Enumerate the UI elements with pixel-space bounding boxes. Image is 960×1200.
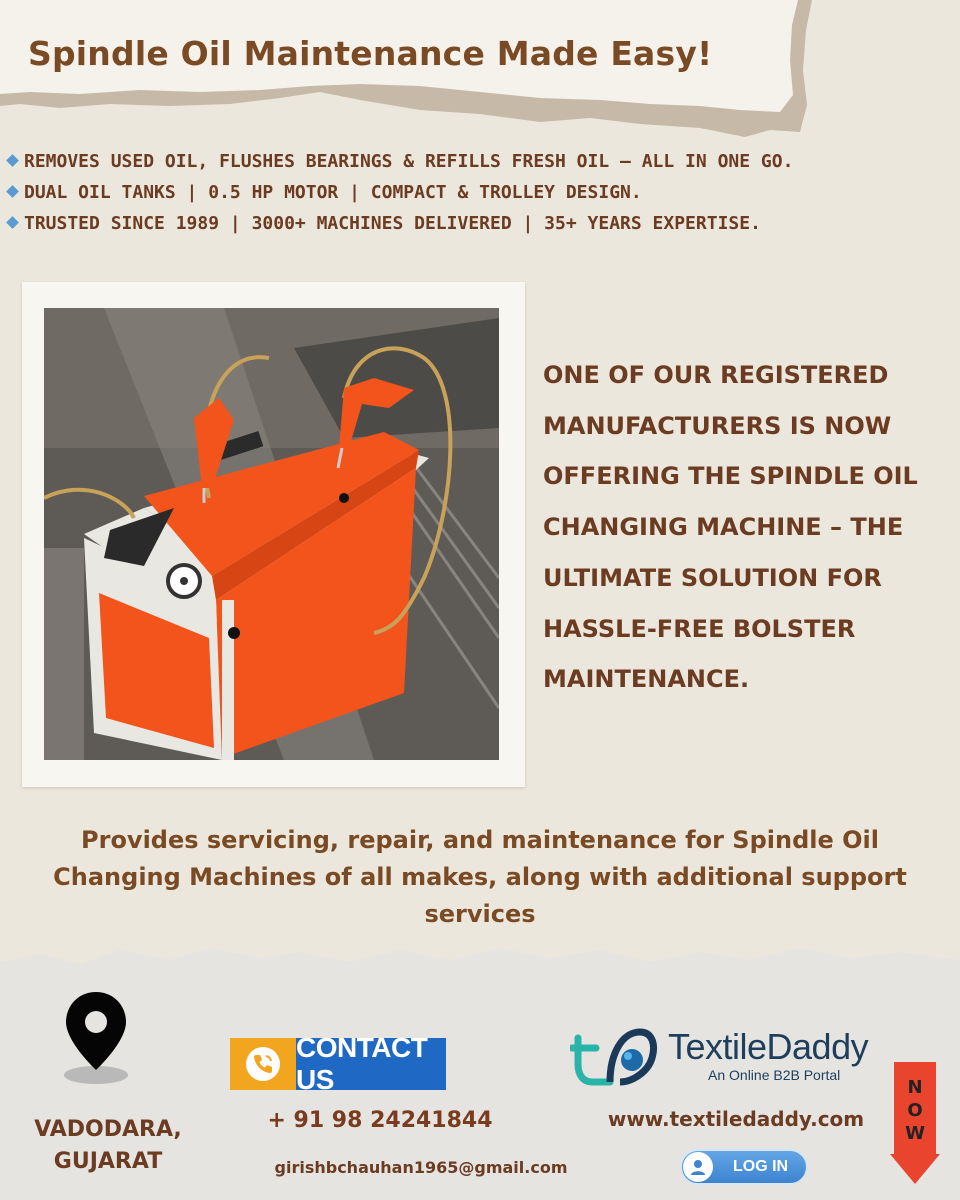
phone-number[interactable]: + 91 98 24241844 bbox=[267, 1108, 493, 1133]
contact-us-button[interactable] bbox=[230, 1032, 446, 1095]
location-pin-icon bbox=[60, 990, 132, 1090]
brand-tagline: An Online B2B Portal bbox=[708, 1067, 841, 1083]
brand-name: TextileDaddy bbox=[668, 1026, 869, 1067]
diamond-bullet-icon bbox=[6, 216, 19, 229]
feature-item bbox=[6, 183, 956, 203]
website-link[interactable]: www.textiledaddy.com bbox=[607, 1107, 865, 1131]
feature-text: TRUSTED SINCE 1989 | 3000+ MACHINES DELIVERED | 35+ YEARS EXPERTISE. bbox=[24, 213, 761, 234]
contact-phone-box bbox=[230, 1038, 296, 1090]
feature-list bbox=[6, 152, 956, 245]
login-label: LOG IN bbox=[733, 1158, 789, 1175]
feature-item bbox=[6, 214, 956, 234]
location-text: VADODARA, GUJARAT bbox=[34, 1117, 182, 1174]
phone-call-icon bbox=[243, 1044, 283, 1084]
email-address[interactable]: girishbchauhan1965@gmail.com bbox=[274, 1158, 568, 1177]
diamond-bullet-icon bbox=[6, 185, 19, 198]
services-description: Provides servicing, repair, and maintenance for Spindle Oil Changing Machines of all makes, along with additional support services bbox=[53, 826, 907, 928]
page-title: Spindle Oil Maintenance Made Easy! bbox=[28, 34, 713, 73]
textiledaddy-logo-icon bbox=[570, 1024, 660, 1088]
feature-text: DUAL OIL TANKS | 0.5 HP MOTOR | COMPACT & TROLLEY DESIGN. bbox=[24, 182, 642, 203]
manufacturer-offer-text: ONE OF OUR REGISTERED MANUFACTURERS IS NOW OFFERING THE SPINDLE OIL CHANGING MACHINE – THE ULTIMATE SOLUTION FOR HASSLE-FREE BOLSTER MAINTENANCE. bbox=[543, 361, 918, 694]
product-photo-frame bbox=[22, 282, 525, 787]
diamond-bullet-icon bbox=[6, 154, 19, 167]
login-button[interactable] bbox=[680, 1149, 808, 1185]
feature-text: REMOVES USED OIL, FLUSHES BEARINGS & REFILLS FRESH OIL – ALL IN ONE GO. bbox=[24, 151, 794, 172]
spindle-oil-machine-photo bbox=[44, 308, 499, 760]
now-arrow bbox=[890, 1062, 940, 1184]
contact-us-label: CONTACT US bbox=[296, 1038, 446, 1090]
feature-item bbox=[6, 152, 956, 172]
now-label: N O W bbox=[905, 1077, 925, 1144]
user-avatar-icon bbox=[683, 1152, 713, 1182]
